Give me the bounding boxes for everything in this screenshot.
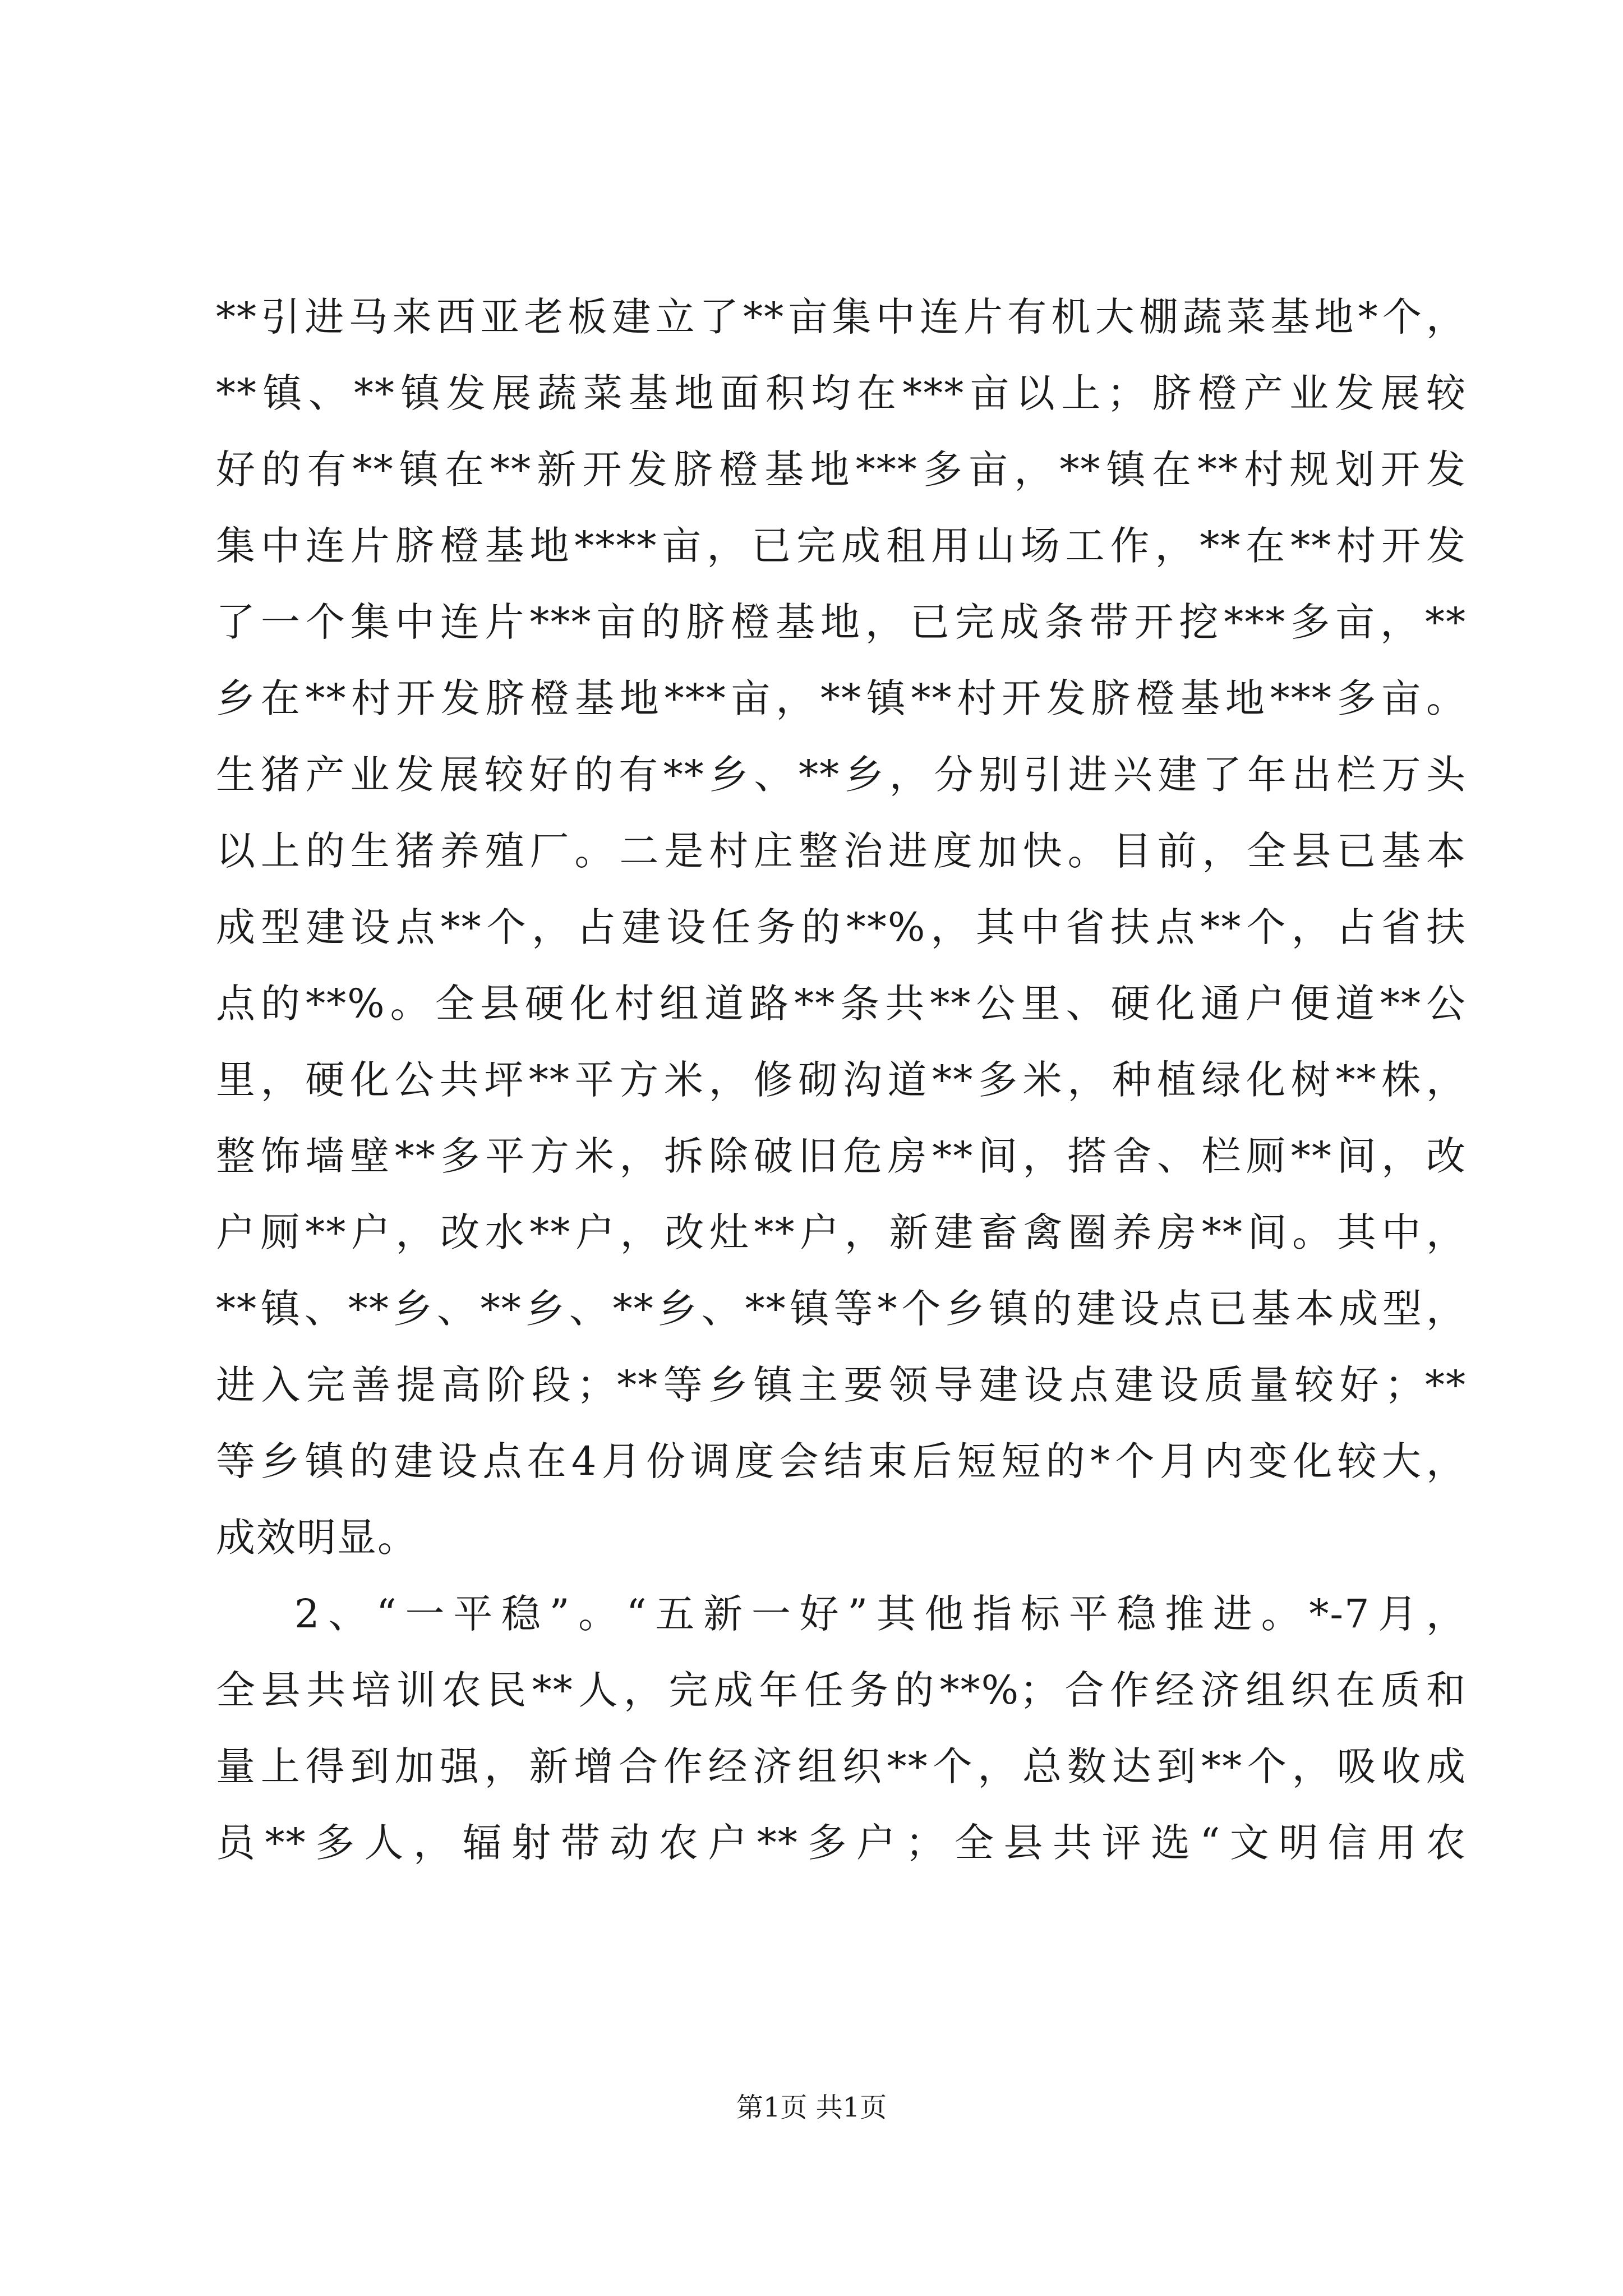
text-line: 户厕**户，改水**户，改灶**户，新建畜禽圈养房**间。其中， bbox=[216, 1209, 1467, 1255]
text-line: 了一个集中连片***亩的脐橙基地，已完成条带开挖***多亩，** bbox=[216, 599, 1467, 645]
text-line: 乡在**村开发脐橙基地***亩，**镇**村开发脐橙基地***多亩。 bbox=[216, 675, 1467, 721]
text-line: 等乡镇的建设点在4月份调度会结束后短短的*个月内变化较大， bbox=[216, 1438, 1467, 1484]
text-line: 里，硬化公共坪**平方米，修砌沟道**多米，种植绿化树**株， bbox=[216, 1057, 1467, 1103]
page-footer: 第1页 共1页 bbox=[736, 2092, 887, 2123]
text-line: 以上的生猪养殖厂。二是村庄整治进度加快。目前，全县已基本 bbox=[216, 828, 1467, 874]
text-line: 员**多人，辐射带动农户**多户；全县共评选“文明信用农 bbox=[216, 1820, 1467, 1866]
text-line: 全县共培训农民**人，完成年任务的**%；合作经济组织在质和 bbox=[216, 1667, 1467, 1713]
text-line: 生猪产业发展较好的有**乡、**乡，分别引进兴建了年出栏万头 bbox=[216, 752, 1467, 798]
text-line: **镇、**乡、**乡、**乡、**镇等*个乡镇的建设点已基本成型， bbox=[216, 1286, 1467, 1332]
text-line: 成型建设点**个，占建设任务的**%，其中省扶点**个，占省扶 bbox=[216, 904, 1467, 950]
text-line: **引进马来西亚老板建立了**亩集中连片有机大棚蔬菜基地*个， bbox=[216, 294, 1467, 340]
text-line: 集中连片脐橙基地****亩，已完成租用山场工作，**在**村开发 bbox=[216, 523, 1467, 569]
text-line: 成效明显。 bbox=[216, 1515, 418, 1561]
text-line: 量上得到加强，新增合作经济组织**个，总数达到**个，吸收成 bbox=[216, 1743, 1467, 1789]
paragraph-start-line: 2、“一平稳”。“五新一好”其他指标平稳推进。*-7月， bbox=[294, 1591, 1467, 1637]
text-line: 好的有**镇在**新开发脐橙基地***多亩，**镇在**村规划开发 bbox=[216, 447, 1467, 493]
text-line: 进入完善提高阶段；**等乡镇主要领导建设点建设质量较好；** bbox=[216, 1362, 1467, 1408]
text-line: **镇、**镇发展蔬菜基地面积均在***亩以上；脐橙产业发展较 bbox=[216, 370, 1467, 416]
text-line: 整饰墙壁**多平方米，拆除破旧危房**间，搭舍、栏厕**间，改 bbox=[216, 1133, 1467, 1179]
text-line: 点的**%。全县硬化村组道路**条共**公里、硬化通户便道**公 bbox=[216, 981, 1467, 1027]
